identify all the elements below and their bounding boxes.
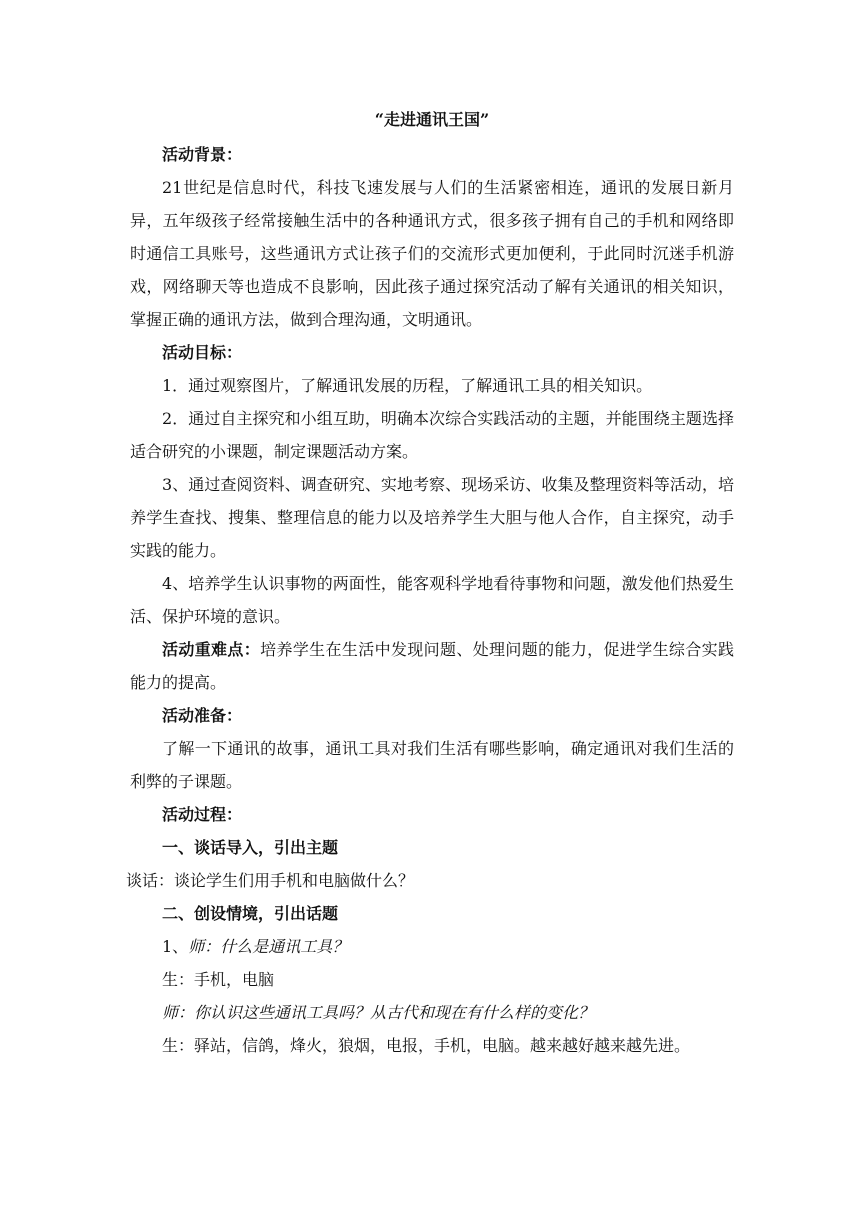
background-heading: 活动背景：: [162, 145, 243, 164]
section-1-title: 一、谈话导入，引出主题: [162, 838, 339, 857]
goal-item-4: 4、培养学生认识事物的两面性，能客观科学地看待事物和问题，激发他们热爱生活、保护环境的意识。: [130, 574, 734, 626]
preparation-heading: 活动准备：: [162, 706, 243, 725]
question-2: 师：你认识这些通讯工具吗？从古代和现在有什么样的变化？: [162, 1003, 595, 1022]
key-points-heading: 活动重难点：: [162, 640, 261, 659]
question-1-number: 1、: [162, 937, 189, 956]
background-paragraph: 21世纪是信息时代，科技飞速发展与人们的生活紧密相连，通讯的发展日新月异，五年级孩子经常接触生活中的各种通讯方式，很多孩子拥有自己的手机和网络即时通信工具账号，这些通讯方式让孩子们的交流形式更加便利，于此同时沉迷手机游戏，网络聊天等也造成不良影响，因此孩子通过探究活动了解有关通讯的相关知识，掌握正确的通讯方法，做到合理沟通，文明通讯。: [130, 178, 734, 329]
section-1-text: 谈话：谈论学生们用手机和电脑做什么？: [126, 871, 415, 890]
key-points-paragraph: [130, 633, 734, 699]
document-page: [126, 102, 734, 1062]
goals-heading: 活动目标：: [162, 343, 243, 362]
key-points-text: 培养学生在生活中发现问题、处理问题的能力，促进学生综合实践能力的提高。: [130, 640, 734, 692]
goal-item-3: 3、通过查阅资料、调查研究、实地考察、现场采访、收集及整理资料等活动，培养学生查找、搜集、整理信息的能力以及培养学生大胆与他人合作，自主探究，动手实践的能力。: [130, 475, 734, 560]
document-title: “走进通讯王国”: [374, 110, 490, 129]
goal-item-2: 2．通过自主探究和小组互助，明确本次综合实践活动的主题，并能围绕主题选择适合研究的小课题，制定课题活动方案。: [130, 409, 734, 461]
answer-1: 生：手机，电脑: [162, 970, 275, 989]
question-1-text: 师：什么是通讯工具？: [188, 937, 349, 956]
question-1: [130, 930, 734, 963]
section-2-title: 二、创设情境，引出话题: [162, 904, 339, 923]
goal-item-1: 1．通过观察图片，了解通讯发展的历程，了解通讯工具的相关知识。: [162, 376, 653, 395]
process-heading: 活动过程：: [162, 805, 243, 824]
preparation-paragraph: 了解一下通讯的故事，通讯工具对我们生活有哪些影响，确定通讯对我们生活的利弊的子课题。: [130, 739, 734, 791]
answer-2: 生：驿站，信鸽，烽火，狼烟，电报，手机，电脑。越来越好越来越先进。: [162, 1036, 691, 1055]
